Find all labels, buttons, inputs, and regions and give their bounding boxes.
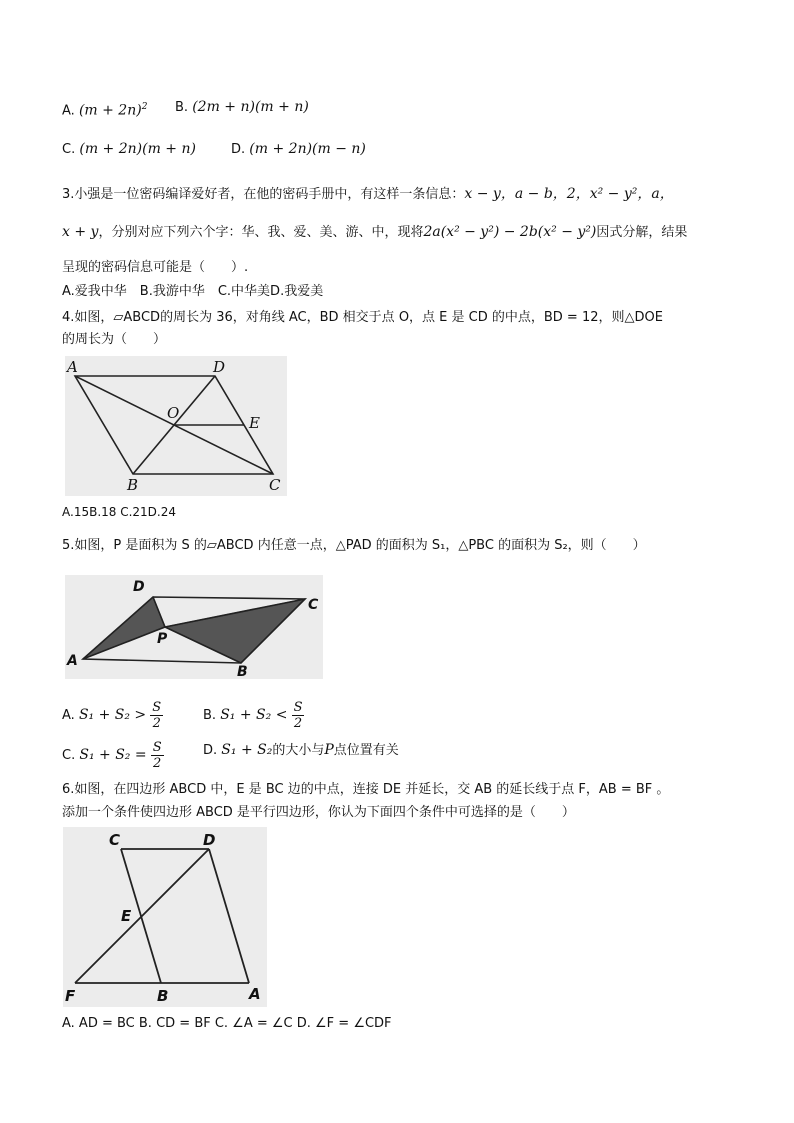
q6-label-d: D [203,831,216,849]
q4-label-c: C [269,476,281,494]
q4-line2: 的周长为（ ） [62,332,167,347]
q6-label-f: F [65,987,76,1005]
q6-label-c: C [109,831,121,849]
q5-label-a: A [67,653,78,669]
q2-option-d: D. (m + 2n)(m − n) [231,141,366,157]
q6-label-a: A [249,985,261,1003]
q6-options: A. AD = BC B. CD = BF C. ∠A = ∠C D. ∠F = ∠CDF [62,1016,392,1031]
q3-line1: 3.小强是一位密码编译爱好者，在他的密码手册中，有这样一条信息：x − y，a − b，2，x² − y²，a， [62,186,674,202]
q5-option-c: C. S₁ + S₂ = $\frac{S}{2}$ [62,740,162,771]
q2-option-a: A. $(m + 2n)^2$ [62,102,148,119]
q2-option-c: C. (m + 2n)(m + n) [62,141,196,157]
q6-figure [63,827,267,1007]
q4-label-b: B [127,476,139,494]
q3-line3: 呈现的密码信息可能是（ ）. [62,260,249,275]
q4-line1: 4.如图，▱ABCD的周长为 36，对角线 AC，BD 相交于点 O，点 E 是 CD 的中点，BD = 12，则△DOE [62,310,663,325]
q4-label-d: D [213,358,226,376]
q4-options: A.15B.18 C.21D.24 [62,505,176,519]
q4-label-o: O [167,404,180,422]
q5-label-d: D [133,579,145,595]
q6-label-b: B [157,987,169,1005]
q5-figure [65,575,323,679]
q6-label-e: E [121,907,132,925]
q5-option-b: B. S₁ + S₂ < $\frac{S}{2}$ [203,700,303,731]
q5-option-d: D. S₁ + S₂的大小与P点位置有关 [203,742,399,758]
q5-label-c: C [308,597,319,613]
q5-option-a: A. S₁ + S₂ > $\frac{S}{2}$ [62,700,162,731]
q6-line1: 6.如图，在四边形 ABCD 中，E 是 BC 边的中点，连接 DE 并延长，交 AB 的延长线于点 F，AB = BF 。 [62,782,670,797]
q4-label-e: E [249,414,260,432]
q6-line2: 添加一个条件使四边形 ABCD 是平行四边形，你认为下面四个条件中可选择的是（ ） [62,805,575,820]
q5-line1: 5.如图，P 是面积为 S 的▱ABCD 内任意一点，△PAD 的面积为 S₁，△PBC 的面积为 S₂，则（ ） [62,538,646,553]
q4-figure [65,356,287,496]
q5-label-p: P [157,631,168,647]
q2-option-b: B. (2m + n)(m + n) [175,99,309,115]
q5-label-b: B [237,664,248,679]
q3-options: A.爱我中华 B.我游中华 C.中华美D.我爱美 [62,284,324,299]
q4-label-a: A [67,358,78,376]
q3-line2: x + y，分别对应下列六个字：华、我、爱、美、游、中，现将2a(x² − y²) − 2b(x² − y²)因式分解，结果 [62,224,688,240]
